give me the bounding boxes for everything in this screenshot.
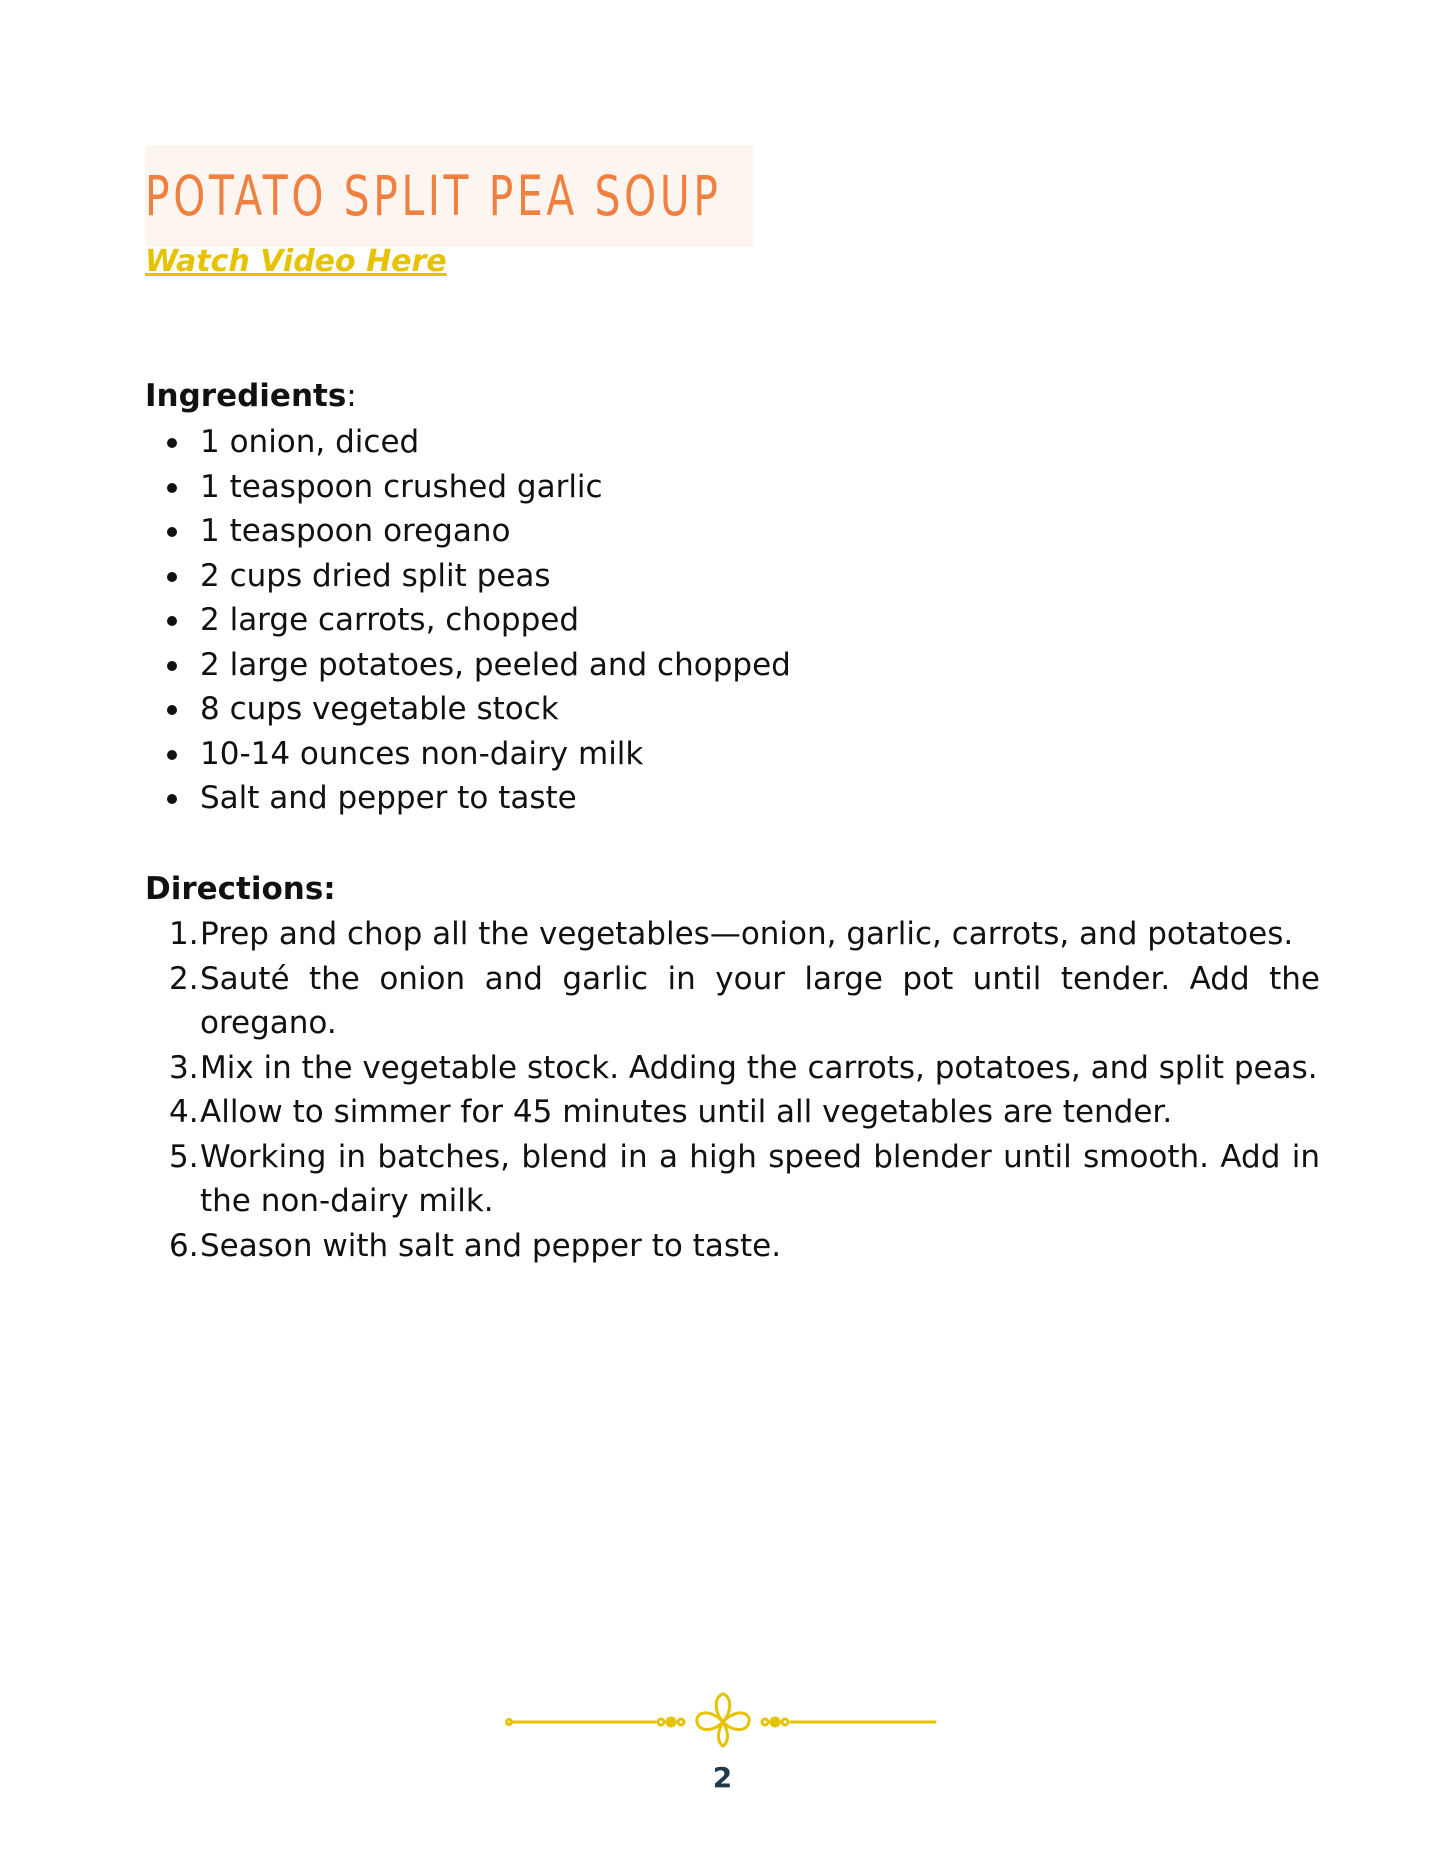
- bullet-icon: [167, 705, 177, 715]
- bullet-icon: [167, 750, 177, 760]
- step-text: Season with salt and pepper to taste.: [200, 1227, 782, 1264]
- bullet-icon: [167, 527, 177, 537]
- ingredient-text: 2 large potatoes, peeled and chopped: [200, 646, 791, 683]
- step-number: 3.: [169, 1049, 199, 1086]
- page-number: 2: [712, 1761, 733, 1794]
- direction-step: [145, 912, 1320, 957]
- ingredient-text: 2 cups dried split peas: [200, 557, 551, 594]
- ingredient-text: 10-14 ounces non-dairy milk: [200, 735, 644, 772]
- directions-heading: Directions:: [145, 871, 336, 907]
- step-text: Sauté the onion and garlic in your large pot until tender. Add the oregano.: [200, 960, 1320, 1041]
- step-number: 6.: [169, 1227, 199, 1264]
- ingredient-text: 1 teaspoon crushed garlic: [200, 468, 603, 505]
- direction-step: [145, 1090, 1320, 1135]
- ingredient-item: [145, 643, 791, 688]
- step-text: Working in batches, blend in a high speed blender until smooth. Add in the non-dairy milk.: [200, 1138, 1320, 1219]
- bullet-icon: [167, 483, 177, 493]
- direction-step: [145, 957, 1320, 1046]
- bullet-icon: [167, 616, 177, 626]
- recipe-title: POTATO SPLIT PEA SOUP: [145, 164, 722, 228]
- direction-step: [145, 1046, 1320, 1091]
- bullet-icon: [167, 661, 177, 671]
- ingredient-item: [145, 598, 791, 643]
- ingredients-heading-text: Ingredients: [145, 378, 347, 414]
- ingredient-text: 1 teaspoon oregano: [200, 513, 511, 549]
- ingredient-item: [145, 554, 791, 599]
- bullet-icon: [167, 794, 177, 804]
- step-text: Prep and chop all the vegetables—onion, garlic, carrots, and potatoes.: [200, 916, 1294, 952]
- ingredient-text: Salt and pepper to taste: [200, 780, 577, 816]
- ingredient-text: 8 cups vegetable stock: [200, 691, 559, 727]
- ingredient-text: 2 large carrots, chopped: [200, 602, 580, 638]
- ingredient-item: [145, 732, 791, 777]
- bullet-icon: [167, 438, 177, 448]
- step-text: Allow to simmer for 45 minutes until all vegetables are tender.: [200, 1094, 1173, 1130]
- ingredients-heading-colon: :: [346, 378, 357, 414]
- watch-video-link[interactable]: Watch Video Here: [145, 244, 447, 279]
- step-number: 5.: [169, 1138, 199, 1175]
- step-number: 1.: [169, 916, 199, 952]
- directions-list: [145, 912, 1320, 1268]
- ingredient-text: 1 onion, diced: [200, 424, 420, 460]
- step-number: 4.: [169, 1094, 199, 1130]
- step-number: 2.: [169, 960, 199, 997]
- ingredient-item: [145, 509, 791, 554]
- ingredients-heading: [145, 375, 357, 417]
- ingredient-item: [145, 465, 791, 510]
- ingredient-item: [145, 776, 791, 821]
- step-text: Mix in the vegetable stock. Adding the carrots, potatoes, and split peas.: [200, 1049, 1318, 1086]
- bullet-icon: [167, 572, 177, 582]
- direction-step: [145, 1224, 1320, 1269]
- ingredient-item: [145, 687, 791, 732]
- direction-step: [145, 1135, 1320, 1224]
- flourish-divider-icon: [505, 1690, 941, 1750]
- ingredients-list: [145, 420, 791, 821]
- ingredient-item: [145, 420, 791, 465]
